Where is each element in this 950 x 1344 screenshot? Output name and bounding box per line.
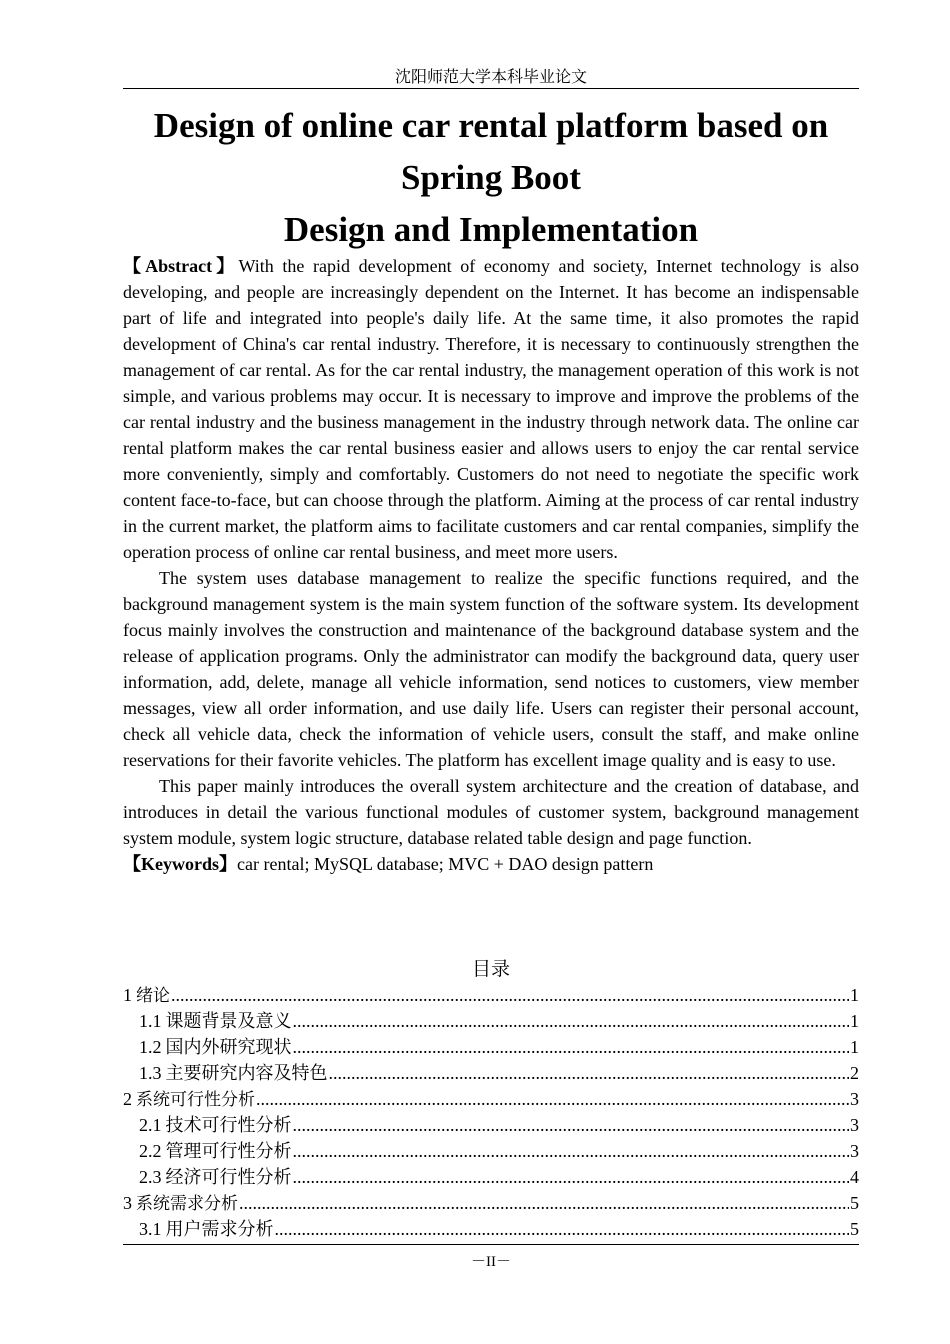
keywords-line — [123, 851, 859, 877]
toc-entry-number: 1.2 — [139, 1037, 162, 1057]
toc-entry[interactable] — [123, 1060, 859, 1086]
page-number: －II－ — [471, 1254, 511, 1270]
toc-entry-title: 管理可行性分析 — [165, 1141, 292, 1161]
toc-entry[interactable] — [123, 1138, 859, 1164]
toc-entry-number: 2.1 — [139, 1115, 162, 1135]
keywords-text: car rental; MySQL database; MVC + DAO design pattern — [237, 854, 654, 874]
abstract-paragraph-1 — [123, 253, 859, 565]
toc-entry[interactable] — [123, 1034, 859, 1060]
toc-dot-leader — [329, 1060, 850, 1086]
toc-entry-number: 1.3 — [139, 1063, 162, 1083]
toc-entry-number: 3 — [123, 1193, 132, 1213]
toc-entry[interactable] — [123, 1190, 859, 1216]
abstract-paragraph-2: The system uses database management to realize the specific functions required, and the background management system is the main system function of the software system. Its development focus mainly involves the construction and maintenance of the background database system and the release of application programs. Only the administrator can modify the background data, query user information, add, delete, manage all vehicle information, send notices to customers, view member messages, view all order information, and use daily life. Users can register their personal account, check all vehicle data, check the information of vehicle users, consult the staff, and make online reservations for their favorite vehicles. The platform has excellent image quality and is easy to use. — [123, 568, 859, 770]
toc-entry[interactable] — [123, 982, 859, 1008]
toc-entry-page: 3 — [850, 1115, 859, 1135]
toc-entry-title: 系统可行性分析 — [136, 1090, 255, 1110]
toc-dot-leader — [293, 1164, 850, 1190]
toc-entry-number: 1.1 — [139, 1011, 162, 1031]
toc-entry-number: 2 — [123, 1089, 132, 1109]
toc-entry-number: 2.3 — [139, 1167, 162, 1187]
paper-title — [123, 100, 859, 256]
toc-dot-leader — [293, 1138, 850, 1164]
toc-entry-number: 3.1 — [139, 1219, 162, 1239]
toc-dot-leader — [239, 1190, 849, 1216]
toc-entry[interactable] — [123, 1164, 859, 1190]
toc-entry-title: 技术可行性分析 — [165, 1115, 292, 1135]
toc-entry-page: 4 — [850, 1167, 859, 1187]
toc-entry-page: 5 — [850, 1219, 859, 1239]
toc-dot-leader — [275, 1216, 850, 1242]
toc-entry-page: 1 — [850, 1011, 859, 1031]
running-header: 沈阳师范大学本科毕业论文 — [394, 69, 587, 86]
header-rule — [123, 88, 859, 89]
toc-dot-leader — [171, 982, 849, 1008]
toc-entry-title: 系统需求分析 — [136, 1194, 238, 1214]
keywords-label: 【Keywords】 — [123, 854, 237, 874]
footer-rule — [123, 1244, 859, 1245]
toc-entry-page: 3 — [850, 1141, 859, 1161]
toc-entry-title: 经济可行性分析 — [165, 1167, 292, 1187]
table-of-contents — [123, 982, 859, 1242]
toc-entry[interactable] — [123, 1086, 859, 1112]
toc-entry-page: 1 — [850, 985, 859, 1005]
toc-entry[interactable] — [123, 1008, 859, 1034]
toc-entry-title: 国内外研究现状 — [165, 1037, 292, 1057]
abstract-section — [123, 253, 859, 877]
toc-entry-number: 1 — [123, 985, 132, 1005]
toc-entry-title: 课题背景及意义 — [165, 1011, 292, 1031]
toc-entry-number: 2.2 — [139, 1141, 162, 1161]
toc-entry-title: 用户需求分析 — [165, 1219, 274, 1239]
toc-entry[interactable] — [123, 1216, 859, 1242]
title-line-3: Design and Implementation — [283, 210, 699, 249]
toc-entry-page: 5 — [850, 1193, 859, 1213]
toc-entry[interactable] — [123, 1112, 859, 1138]
title-line-1: Design of online car rental platform based on — [153, 106, 829, 145]
toc-entry-page: 2 — [850, 1063, 859, 1083]
toc-dot-leader — [293, 1008, 850, 1034]
toc-title: 目录 — [471, 958, 510, 980]
toc-entry-page: 3 — [850, 1089, 859, 1109]
toc-entry-title: 主要研究内容及特色 — [165, 1063, 328, 1083]
toc-dot-leader — [293, 1112, 850, 1138]
toc-dot-leader — [256, 1086, 849, 1112]
toc-entry-page: 1 — [850, 1037, 859, 1057]
abstract-label: 【Abstract】 — [123, 256, 239, 276]
toc-entry-title: 绪论 — [136, 986, 170, 1006]
toc-dot-leader — [293, 1034, 850, 1060]
abstract-paragraph-3: This paper mainly introduces the overall system architecture and the creation of database, and introduces in detail the various functional modules of customer system, background management system module, system logic structure, database related table design and page function. — [123, 776, 859, 848]
title-line-2: Spring Boot — [401, 158, 581, 197]
abstract-text-1: With the rapid development of economy and society, Internet technology is also developing, and people are increasingly dependent on the Internet. It has become an indispensable part of life and integrated into people's daily life. At the same time, it also promotes the rapid development of China's car rental industry. Therefore, it is necessary to continuously strengthen the management of car rental. As for the car rental industry, the management operation of this work is not simple, and various problems may occur. It is necessary to improve and improve the problems of the car rental industry and the business management in the industry through network data. The online car rental platform makes the car rental business easier and allows users to enjoy the car rental service more conveniently, simply and comfortably. Customers do not need to negotiate the specific work content face-to-face, but can choose through the platform. Aiming at the process of car rental industry in the current market, the platform aims to facilitate customers and car rental companies, simplify the operation process of online car rental business, and meet more users. — [123, 256, 860, 562]
